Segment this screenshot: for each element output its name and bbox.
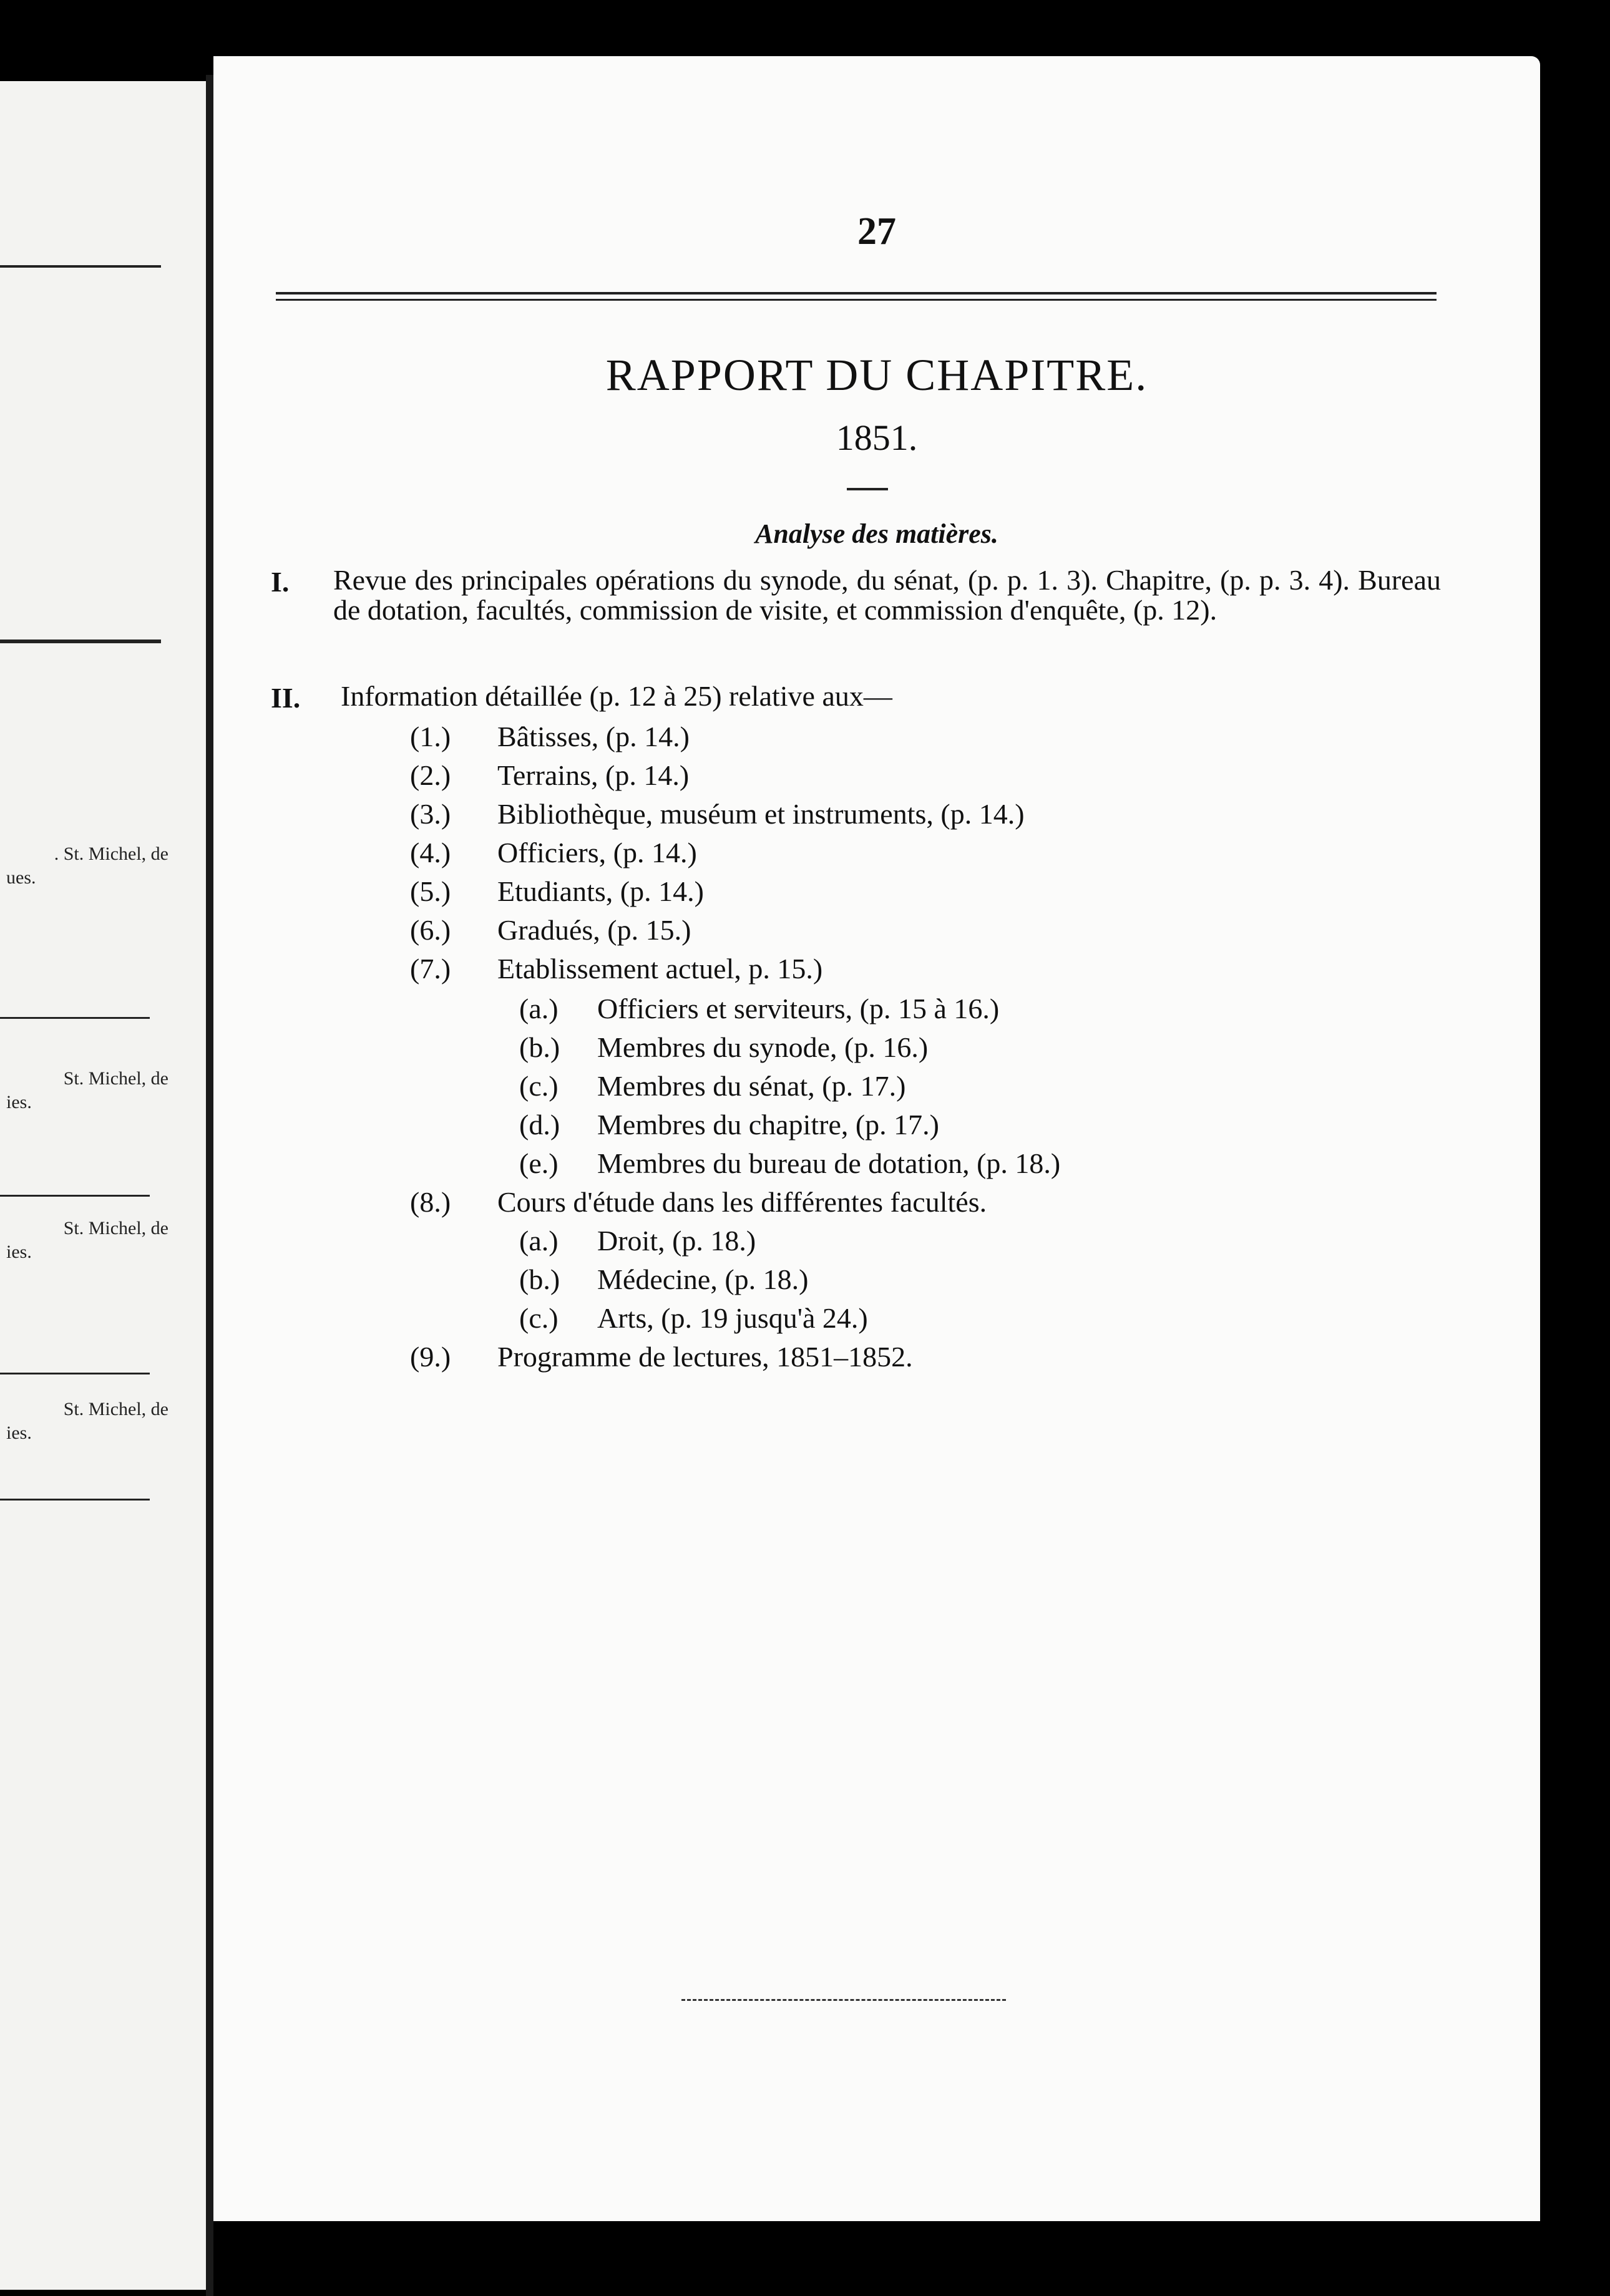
left-page-rule <box>0 1017 150 1019</box>
page-title: RAPPORT DU CHAPITRE. <box>605 350 1148 400</box>
left-page-rule <box>0 1195 150 1197</box>
sub-list-item: (d.) Membres du chapitre, (p. 17.) <box>519 1109 940 1141</box>
left-page-fragment: . St. Michel, de ues. <box>6 844 168 888</box>
section-i-numeral: I. <box>271 566 290 598</box>
document-page <box>213 56 1540 2221</box>
sub-list-item: (c.) Membres du sénat, (p. 17.) <box>519 1070 906 1102</box>
left-page-fragment: St. Michel, de ies. <box>6 1218 168 1262</box>
list-item: (9.) Programme de lectures, 1851–1852. <box>410 1341 913 1373</box>
sub-list-item: (a.) Officiers et serviteurs, (p. 15 à 16.) <box>519 993 1000 1024</box>
end-rule <box>681 1999 1006 2003</box>
left-page-rule <box>0 265 161 268</box>
section-ii-text: Information détaillée (p. 12 à 25) relative aux— <box>341 680 892 712</box>
sub-list-item: (b.) Membres du synode, (p. 16.) <box>519 1031 929 1063</box>
book-spine <box>206 75 213 2296</box>
list-item: (3.) Bibliothèque, muséum et instruments, (p. 14.) <box>410 798 1025 830</box>
left-page-fragment: St. Michel, de ies. <box>6 1068 168 1112</box>
sub-list-item: (e.) Membres du bureau de dotation, (p. 18.) <box>519 1147 1061 1179</box>
section-ii-numeral: II. <box>271 682 301 714</box>
left-facing-page <box>0 81 206 2290</box>
sub-list-item: (c.) Arts, (p. 19 jusqu'à 24.) <box>519 1302 868 1334</box>
list-item: (5.) Etudiants, (p. 14.) <box>410 875 704 907</box>
list-item: (7.) Etablissement actuel, p. 15.) <box>410 953 823 985</box>
title-dash <box>847 488 888 490</box>
list-item: (6.) Gradués, (p. 15.) <box>410 914 691 946</box>
page-year: 1851. <box>836 417 918 458</box>
list-item: (2.) Terrains, (p. 14.) <box>410 759 690 791</box>
left-page-rule <box>0 640 161 643</box>
section-i-text: Revue des principales opérations du synode, du sénat, (p. p. 1. 3). Chapitre, (p. p. 3. 4). Bureau de dotation, facultés, commission de visite, et commission d'enquête, (p. 12). <box>333 564 1441 626</box>
left-page-fragment: St. Michel, de ies. <box>6 1399 168 1443</box>
list-item: (1.) Bâtisses, (p. 14.) <box>410 721 690 752</box>
page-number: 27 <box>857 210 896 253</box>
left-page-rule <box>0 1373 150 1374</box>
header-double-rule <box>276 292 1437 301</box>
page-subtitle: Analyse des matières. <box>755 518 998 549</box>
left-page-rule <box>0 1499 150 1501</box>
list-item: (4.) Officiers, (p. 14.) <box>410 837 697 868</box>
sub-list-item: (b.) Médecine, (p. 18.) <box>519 1263 809 1295</box>
sub-list-item: (a.) Droit, (p. 18.) <box>519 1225 756 1257</box>
list-item: (8.) Cours d'étude dans les différentes facultés. <box>410 1186 987 1218</box>
